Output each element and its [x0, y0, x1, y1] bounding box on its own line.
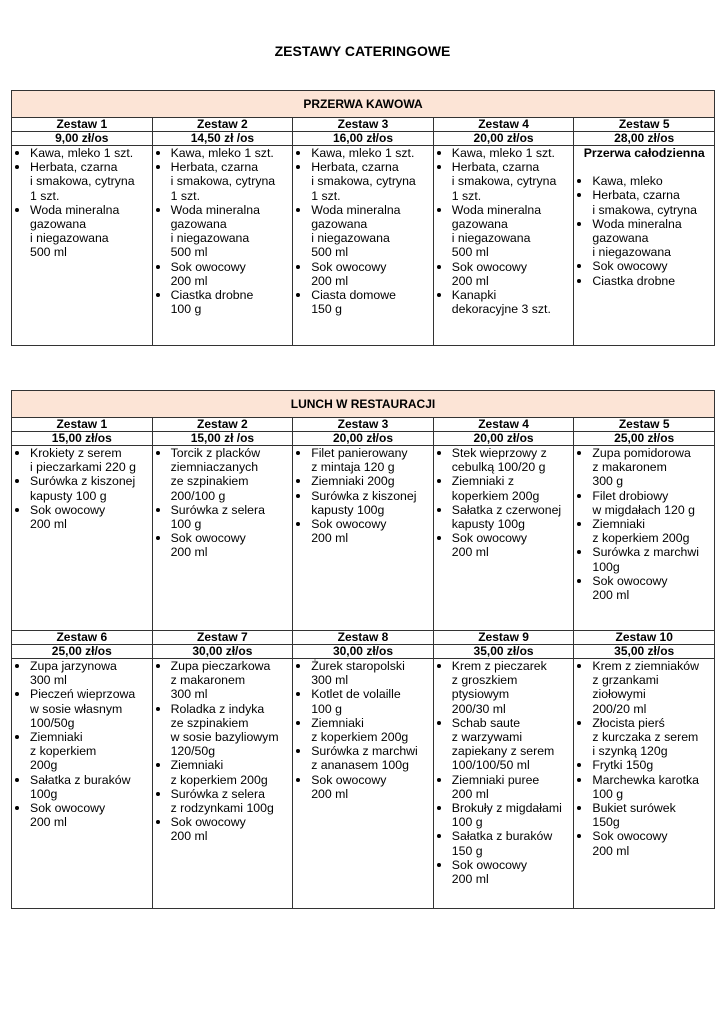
set-name: Zestaw 2	[152, 418, 293, 432]
menu-item: Sok owocowy 200 ml	[153, 260, 293, 288]
set-name: Zestaw 1	[12, 418, 153, 432]
menu-item: Kawa, mleko 1 szt.	[153, 146, 293, 160]
menu-item: Ciasta domowe 150 g	[293, 288, 433, 316]
set-name: Zestaw 4	[433, 118, 574, 132]
section-heading-lunch: LUNCH W RESTAURACJI	[12, 391, 715, 418]
item-list	[293, 659, 433, 801]
set-name: Zestaw 5	[574, 118, 715, 132]
item-list	[293, 446, 433, 545]
menu-item: Sok owocowy 200 ml	[434, 260, 574, 288]
set-name: Zestaw 8	[293, 631, 434, 645]
item-list	[574, 659, 714, 858]
menu-item: Sok owocowy 200 ml	[574, 574, 714, 602]
set-name: Zestaw 6	[12, 631, 153, 645]
menu-item: Sok owocowy 200 ml	[293, 260, 433, 288]
set-contents	[574, 659, 715, 909]
menu-item: Kotlet de volaille 100 g	[293, 687, 433, 715]
menu-item: Marchewka karotka 100 g	[574, 773, 714, 801]
menu-item: Herbata, czarna i smakowa, cytryna 1 szt.	[153, 160, 293, 203]
set-name: Zestaw 5	[574, 418, 715, 432]
set-name: Zestaw 3	[293, 118, 434, 132]
set-price: 30,00 zł/os	[293, 645, 434, 659]
set-prices-row	[12, 645, 715, 659]
set-prices-row	[12, 132, 715, 146]
menu-item: Ziemniaki puree 200 ml	[434, 773, 574, 801]
menu-item: Ziemniaki 200g	[293, 474, 433, 488]
set-price: 30,00 zł/os	[152, 645, 293, 659]
set-price: 20,00 zł/os	[433, 132, 574, 146]
menu-item: Zupa pieczarkowa z makaronem 300 ml	[153, 659, 293, 702]
set-price: 20,00 zł/os	[433, 432, 574, 446]
menu-item: Ziemniaki z koperkiem 200g	[434, 474, 574, 502]
menu-item: Sok owocowy 200 ml	[153, 815, 293, 843]
lunch-table	[11, 390, 715, 909]
menu-item: Sałatka z czerwonej kapusty 100g	[434, 503, 574, 531]
menu-item: Sok owocowy	[574, 259, 714, 273]
menu-item: Sałatka z buraków 100g	[12, 773, 152, 801]
set-price: 35,00 zł/os	[433, 645, 574, 659]
set-name: Zestaw 4	[433, 418, 574, 432]
menu-item: Kawa, mleko	[574, 174, 714, 188]
menu-item: Frytki 150g	[574, 758, 714, 772]
item-list	[434, 659, 574, 886]
set-names-row	[12, 418, 715, 432]
set-contents-row	[12, 446, 715, 631]
item-list	[153, 446, 293, 560]
menu-item: Sok owocowy 200 ml	[434, 531, 574, 559]
set-prices-row	[12, 432, 715, 446]
item-list	[153, 146, 293, 316]
set-contents	[12, 146, 153, 346]
item-list	[434, 146, 574, 316]
set-contents	[293, 146, 434, 346]
set-name: Zestaw 10	[574, 631, 715, 645]
set-contents	[152, 146, 293, 346]
menu-item: Woda mineralna gazowana i niegazowana 500 ml	[434, 203, 574, 260]
set-price: 15,00 zł/os	[12, 432, 153, 446]
set-contents	[152, 446, 293, 631]
set-contents	[12, 446, 153, 631]
menu-item: Pieczeń wieprzowa w sosie własnym 100/50g	[12, 687, 152, 730]
menu-item: Herbata, czarna i smakowa, cytryna 1 szt.	[12, 160, 152, 203]
page-title: ZESTAWY CATERINGOWE	[274, 43, 451, 59]
set-contents	[433, 146, 574, 346]
menu-item: Surówka z kiszonej kapusty 100g	[293, 489, 433, 517]
menu-item: Woda mineralna gazowana i niegazowana	[574, 217, 714, 260]
menu-item: Sok owocowy 200 ml	[12, 801, 152, 829]
set-contents	[574, 146, 715, 346]
menu-item: Żurek staropolski 300 ml	[293, 659, 433, 687]
menu-item: Sałatka z buraków 150 g	[434, 829, 574, 857]
menu-item: Sok owocowy 200 ml	[153, 531, 293, 559]
menu-item: Sok owocowy 200 ml	[293, 517, 433, 545]
menu-item: Zupa jarzynowa 300 ml	[12, 659, 152, 687]
set-contents	[433, 446, 574, 631]
set-contents	[574, 446, 715, 631]
menu-item: Herbata, czarna i smakowa, cytryna 1 szt.	[293, 160, 433, 203]
set-contents	[293, 659, 434, 909]
menu-item: Ziemniaki z koperkiem 200g	[293, 716, 433, 744]
set-name: Zestaw 1	[12, 118, 153, 132]
set-name: Zestaw 3	[293, 418, 434, 432]
menu-item: Kawa, mleko 1 szt.	[293, 146, 433, 160]
menu-item: Ziemniaki z koperkiem 200g	[12, 730, 152, 773]
set-price: 9,00 zł/os	[12, 132, 153, 146]
menu-item: Sok owocowy 200 ml	[12, 503, 152, 531]
menu-item: Sok owocowy 200 ml	[293, 773, 433, 801]
coffee-break-table	[11, 90, 715, 346]
set-price: 28,00 zł/os	[574, 132, 715, 146]
set-price: 35,00 zł/os	[574, 645, 715, 659]
menu-item: Roladka z indyka ze szpinakiem w sosie bazyliowym 120/50g	[153, 702, 293, 759]
menu-item: Schab saute z warzywami zapiekany z serem 100/100/50 ml	[434, 716, 574, 773]
set-contents	[433, 659, 574, 909]
menu-item: Woda mineralna gazowana i niegazowana 500 ml	[12, 203, 152, 260]
menu-item: Bukiet surówek 150g	[574, 801, 714, 829]
item-list	[12, 446, 152, 531]
menu-item: Ciastka drobne	[574, 274, 714, 288]
item-list	[434, 446, 574, 560]
set-contents-row	[12, 659, 715, 909]
section-heading-coffee: PRZERWA KAWOWA	[12, 91, 715, 118]
menu-item: Filet drobiowy w migdałach 120 g	[574, 489, 714, 517]
item-list	[153, 659, 293, 844]
menu-item: Kanapki dekoracyjne 3 szt.	[434, 288, 574, 316]
menu-item: Surówka z selera z rodzynkami 100g	[153, 787, 293, 815]
item-list	[12, 659, 152, 829]
item-list	[574, 446, 714, 602]
menu-item: Zupa pomidorowa z makaronem 300 g	[574, 446, 714, 489]
item-list	[12, 146, 152, 260]
menu-item: Brokuły z migdałami 100 g	[434, 801, 574, 829]
menu-item: Woda mineralna gazowana i niegazowana 500 ml	[293, 203, 433, 260]
menu-item: Woda mineralna gazowana i niegazowana 500 ml	[153, 203, 293, 260]
set-name: Zestaw 7	[152, 631, 293, 645]
menu-item: Filet panierowany z mintaja 120 g	[293, 446, 433, 474]
menu-item: Surówka z marchwi z ananasem 100g	[293, 744, 433, 772]
item-list	[293, 146, 433, 316]
set-names-row	[12, 118, 715, 132]
set-price: 16,00 zł/os	[293, 132, 434, 146]
set-price: 20,00 zł/os	[293, 432, 434, 446]
set-contents-row	[12, 146, 715, 346]
menu-item: Sok owocowy 200 ml	[434, 858, 574, 886]
set-price: 25,00 zł/os	[574, 432, 715, 446]
menu-item: Kawa, mleko 1 szt.	[434, 146, 574, 160]
menu-item: Krem z ziemniaków z grzankami ziołowymi 200/20 ml	[574, 659, 714, 716]
menu-item: Kawa, mleko 1 szt.	[12, 146, 152, 160]
menu-item: Herbata, czarna i smakowa, cytryna 1 szt.	[434, 160, 574, 203]
set-contents	[152, 659, 293, 909]
set-contents	[12, 659, 153, 909]
menu-item: Sok owocowy 200 ml	[574, 829, 714, 857]
menu-item: Ziemniaki z koperkiem 200g	[153, 758, 293, 786]
menu-item: Surówka z kiszonej kapusty 100 g	[12, 474, 152, 502]
menu-item: Krem z pieczarek z groszkiem ptysiowym 200/30 ml	[434, 659, 574, 716]
menu-item: Ciastka drobne 100 g	[153, 288, 293, 316]
set-price: 14,50 zł /os	[152, 132, 293, 146]
set-price: 15,00 zł /os	[152, 432, 293, 446]
item-list	[574, 174, 714, 288]
menu-item: Torcik z placków ziemniaczanych ze szpinakiem 200/100 g	[153, 446, 293, 503]
menu-item: Złocista pierś z kurczaka z serem i szynką 120g	[574, 716, 714, 759]
menu-item: Krokiety z serem i pieczarkami 220 g	[12, 446, 152, 474]
menu-item: Ziemniaki z koperkiem 200g	[574, 517, 714, 545]
all-day-break-note: Przerwa całodzienna	[583, 146, 705, 160]
menu-item: Surówka z selera 100 g	[153, 503, 293, 531]
menu-item: Herbata, czarna i smakowa, cytryna	[574, 188, 714, 216]
set-name: Zestaw 9	[433, 631, 574, 645]
menu-item: Surówka z marchwi 100g	[574, 545, 714, 573]
set-name: Zestaw 2	[152, 118, 293, 132]
set-price: 25,00 zł/os	[12, 645, 153, 659]
menu-item: Stek wieprzowy z cebulką 100/20 g	[434, 446, 574, 474]
set-contents	[293, 446, 434, 631]
set-names-row	[12, 631, 715, 645]
